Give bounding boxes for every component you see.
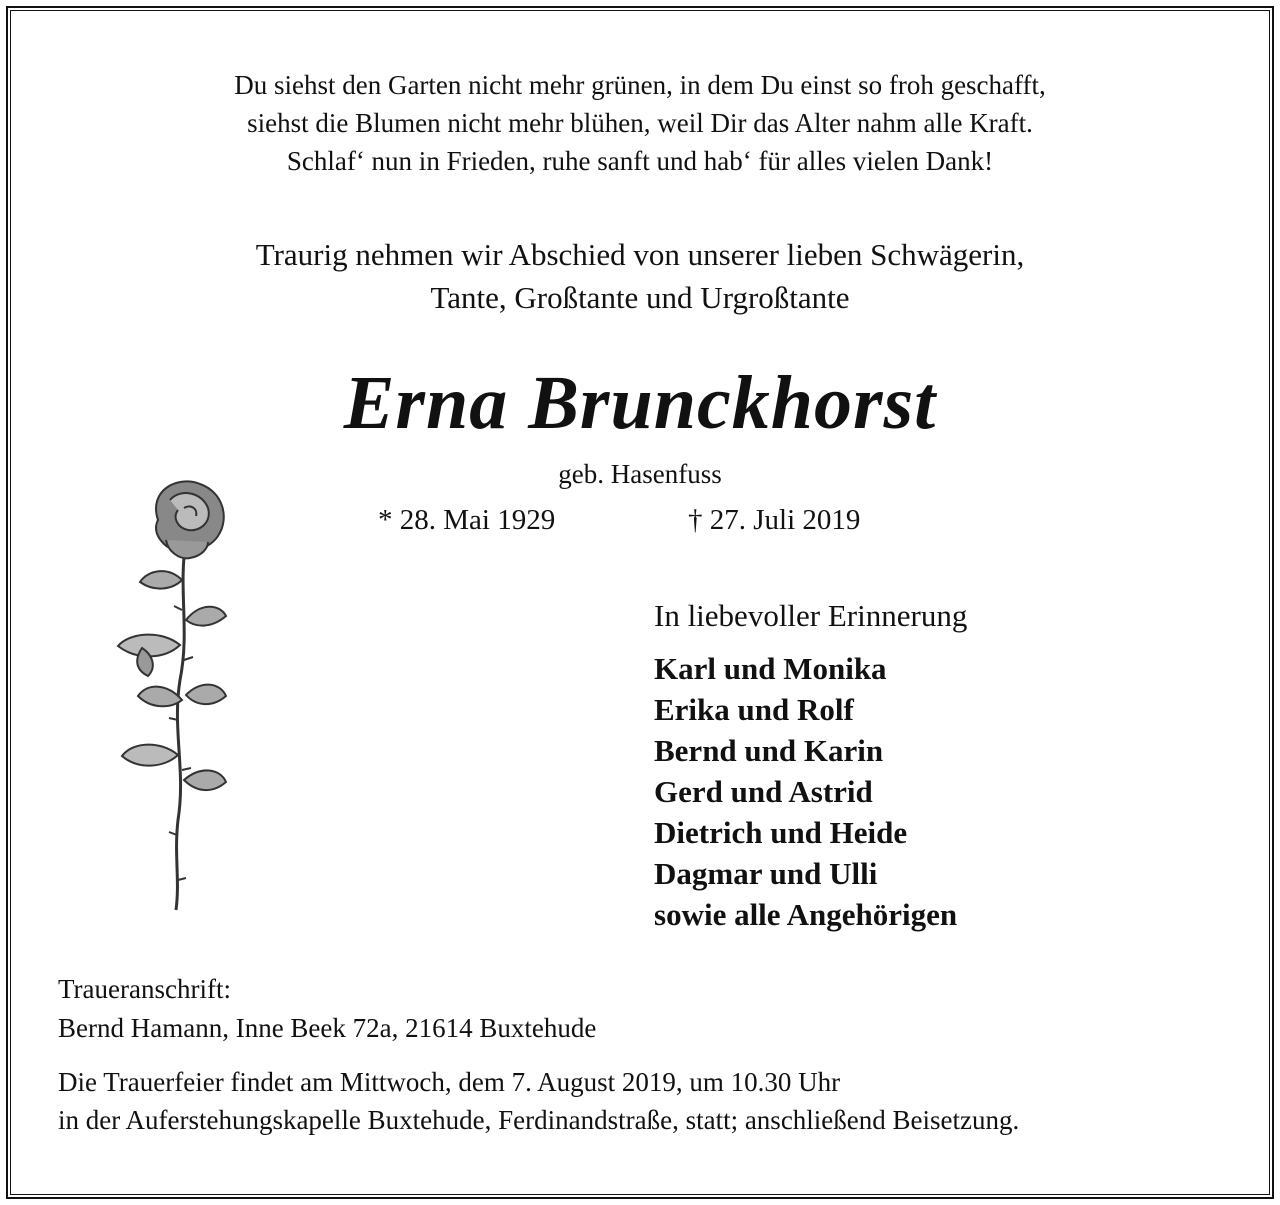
memory-heading: In liebevoller Erinnerung xyxy=(654,598,968,633)
mourner-item: Dagmar und Ulli xyxy=(654,856,878,891)
mourner-item: Gerd und Astrid xyxy=(654,774,873,809)
mourner-item: Erika und Rolf xyxy=(654,692,854,727)
intro-line: Tante, Großtante und Urgroßtante xyxy=(430,280,850,315)
address-value: Bernd Hamann, Inne Beek 72a, 21614 Buxtehude xyxy=(58,1013,597,1043)
mourner-item: Karl und Monika xyxy=(654,651,887,686)
poem-line: siehst die Blumen nicht mehr blühen, weil Dir das Alter nahm alle Kraft. xyxy=(247,108,1033,138)
birth-date: * 28. Mai 1929 xyxy=(378,504,556,536)
death-date: † 27. Juli 2019 xyxy=(688,504,861,536)
mourning-address xyxy=(58,970,596,1048)
service-line: in der Auferstehungskapelle Buxtehude, Ferdinandstraße, statt; anschließend Beisetzung. xyxy=(58,1105,1020,1135)
deceased-name: Erna Brunckhorst xyxy=(343,361,937,445)
poem-line: Du siehst den Garten nicht mehr grünen, in dem Du einst so froh geschafft, xyxy=(234,70,1046,100)
intro-line: Traurig nehmen wir Abschied von unserer lieben Schwägerin, xyxy=(255,237,1025,272)
mourner-item: Dietrich und Heide xyxy=(654,815,908,850)
service-line: Die Trauerfeier findet am Mittwoch, dem 7. August 2019, um 10.30 Uhr xyxy=(58,1067,841,1097)
maiden-name: geb. Hasenfuss xyxy=(558,459,722,489)
address-label: Traueranschrift: xyxy=(58,974,231,1004)
rose-icon xyxy=(108,470,248,920)
mourner-item: sowie alle Angehörigen xyxy=(654,897,958,932)
poem xyxy=(0,66,1280,180)
mourner-item: Bernd und Karin xyxy=(654,733,884,768)
mourners-list xyxy=(654,648,957,935)
funeral-service-info xyxy=(58,1063,1019,1139)
intro-text xyxy=(0,233,1280,319)
poem-line: Schlaf‘ nun in Frieden, ruhe sanft und hab‘ für alles vielen Dank! xyxy=(286,146,994,176)
